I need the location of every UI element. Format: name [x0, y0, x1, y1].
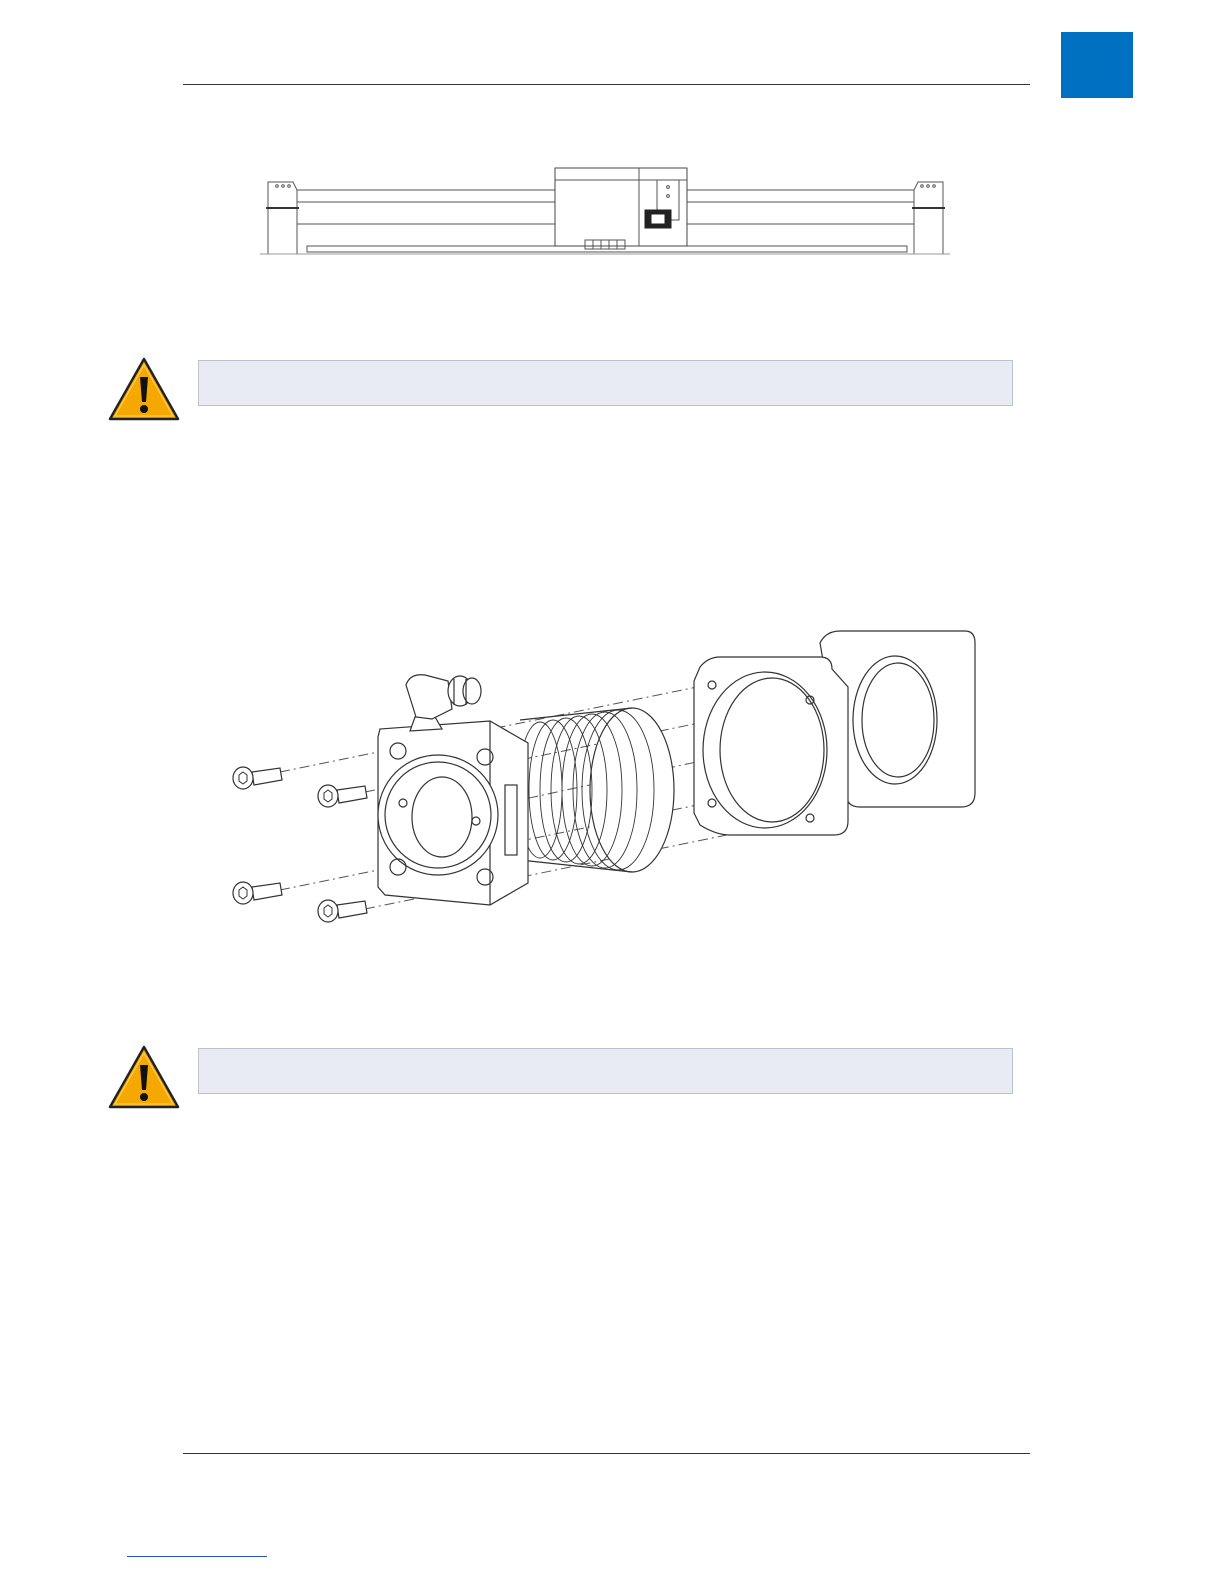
motor-adapter-exploded-drawing — [220, 625, 990, 925]
warning-note-box — [198, 1048, 1013, 1094]
warning-triangle-icon — [108, 1044, 180, 1110]
chapter-tab — [1061, 32, 1133, 98]
linear-axis-drawing — [255, 160, 955, 260]
footer-rule — [183, 1453, 1030, 1454]
footer-link-underline[interactable] — [127, 1556, 267, 1557]
header-rule — [183, 84, 1030, 85]
warning-triangle-icon — [108, 356, 180, 422]
warning-note-box — [198, 360, 1013, 406]
